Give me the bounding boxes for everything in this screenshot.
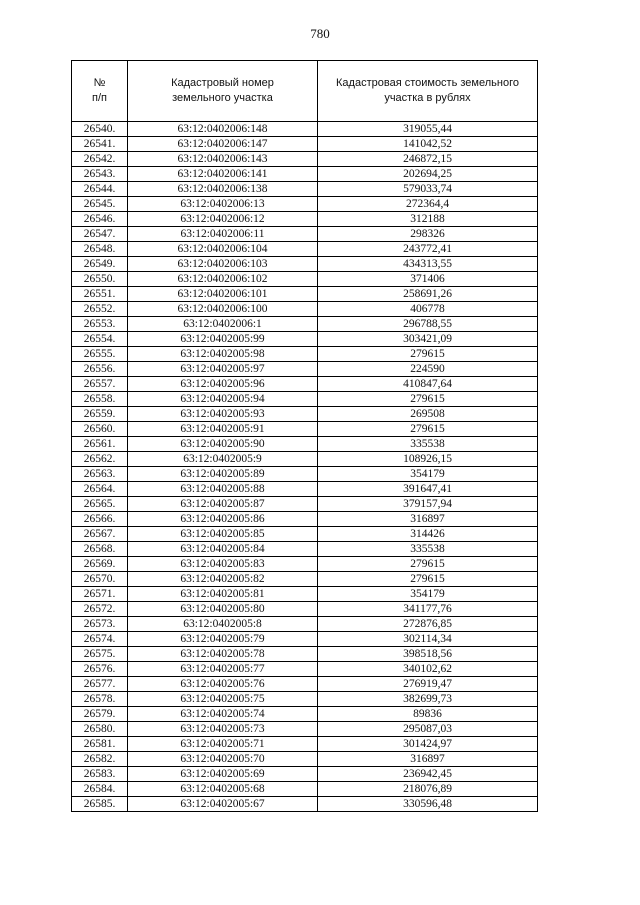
row-number-cell: 26578. [72,692,128,707]
row-number-cell: 26545. [72,197,128,212]
row-number-cell: 26576. [72,662,128,677]
cadastral-number-cell: 63:12:0402006:104 [128,242,318,257]
cadastral-value-cell: 319055,44 [318,122,538,137]
cadastral-value-cell: 202694,25 [318,167,538,182]
cadastral-number-cell: 63:12:0402005:81 [128,587,318,602]
table-row [72,662,538,677]
cadastral-value-cell: 302114,34 [318,632,538,647]
cadastral-value-cell: 406778 [318,302,538,317]
cadastral-number-cell: 63:12:0402005:78 [128,647,318,662]
column-header-row-number: № п/п [72,61,128,122]
row-number-cell: 26581. [72,737,128,752]
cadastral-number-cell: 63:12:0402005:89 [128,467,318,482]
row-number-cell: 26554. [72,332,128,347]
cadastral-value-cell: 279615 [318,347,538,362]
cadastral-value-cell: 379157,94 [318,497,538,512]
cadastral-number-cell: 63:12:0402005:93 [128,407,318,422]
cadastral-number-cell: 63:12:0402006:147 [128,137,318,152]
row-number-cell: 26585. [72,797,128,812]
table-row [72,362,538,377]
row-number-cell: 26555. [72,347,128,362]
cadastral-number-cell: 63:12:0402006:102 [128,272,318,287]
table-row [72,182,538,197]
cadastral-value-cell: 243772,41 [318,242,538,257]
cadastral-number-cell: 63:12:0402005:80 [128,602,318,617]
cadastral-value-cell: 272364,4 [318,197,538,212]
cadastral-value-cell: 314426 [318,527,538,542]
table-row [72,737,538,752]
row-number-cell: 26562. [72,452,128,467]
cadastral-number-cell: 63:12:0402005:85 [128,527,318,542]
table-row [72,692,538,707]
row-number-cell: 26568. [72,542,128,557]
table-row [72,527,538,542]
table-row [72,377,538,392]
row-number-cell: 26547. [72,227,128,242]
row-number-cell: 26548. [72,242,128,257]
cadastral-number-cell: 63:12:0402005:77 [128,662,318,677]
table-row [72,422,538,437]
cadastral-value-cell: 335538 [318,437,538,452]
table-row [72,707,538,722]
table-row [72,197,538,212]
table-row [72,317,538,332]
table-row [72,467,538,482]
row-number-cell: 26556. [72,362,128,377]
table-row [72,767,538,782]
cadastral-number-cell: 63:12:0402005:74 [128,707,318,722]
cadastral-number-cell: 63:12:0402005:70 [128,752,318,767]
cadastral-number-cell: 63:12:0402005:84 [128,542,318,557]
row-number-cell: 26574. [72,632,128,647]
table-row [72,227,538,242]
cadastral-number-cell: 63:12:0402005:98 [128,347,318,362]
table-row [72,572,538,587]
cadastral-number-cell: 63:12:0402006:138 [128,182,318,197]
table-row [72,512,538,527]
table-row [72,647,538,662]
row-number-cell: 26559. [72,407,128,422]
cadastral-number-cell: 63:12:0402005:91 [128,422,318,437]
cadastral-number-cell: 63:12:0402005:71 [128,737,318,752]
cadastral-number-cell: 63:12:0402006:100 [128,302,318,317]
cadastral-value-cell: 279615 [318,392,538,407]
cadastral-value-cell: 295087,03 [318,722,538,737]
row-number-cell: 26563. [72,467,128,482]
cadastral-number-cell: 63:12:0402005:87 [128,497,318,512]
cadastral-value-cell: 341177,76 [318,602,538,617]
cadastral-value-cell: 108926,15 [318,452,538,467]
cadastral-value-cell: 301424,97 [318,737,538,752]
table-row [72,437,538,452]
row-number-cell: 26543. [72,167,128,182]
table-row [72,212,538,227]
cadastral-number-cell: 63:12:0402005:67 [128,797,318,812]
table-row [72,617,538,632]
cadastral-value-cell: 224590 [318,362,538,377]
table-row [72,167,538,182]
cadastral-value-cell: 236942,45 [318,767,538,782]
table-row [72,287,538,302]
table-row [72,602,538,617]
cadastral-value-cell: 371406 [318,272,538,287]
table-row [72,392,538,407]
cadastral-value-cell: 354179 [318,587,538,602]
table-row [72,797,538,812]
row-number-cell: 26577. [72,677,128,692]
table-row [72,542,538,557]
cadastral-number-cell: 63:12:0402005:76 [128,677,318,692]
row-number-cell: 26565. [72,497,128,512]
row-number-cell: 26541. [72,137,128,152]
cadastral-number-cell: 63:12:0402005:94 [128,392,318,407]
cadastral-value-cell: 382699,73 [318,692,538,707]
cadastral-number-cell: 63:12:0402006:12 [128,212,318,227]
table-row [72,152,538,167]
cadastral-value-cell: 579033,74 [318,182,538,197]
row-number-cell: 26584. [72,782,128,797]
cadastral-value-cell: 316897 [318,752,538,767]
cadastral-number-cell: 63:12:0402005:69 [128,767,318,782]
cadastral-value-cell: 296788,55 [318,317,538,332]
cadastral-number-cell: 63:12:0402005:96 [128,377,318,392]
cadastral-value-table [71,60,538,812]
row-number-cell: 26553. [72,317,128,332]
row-number-cell: 26569. [72,557,128,572]
table-row [72,122,538,137]
table-row [72,272,538,287]
table-row [72,332,538,347]
table-row [72,242,538,257]
row-number-cell: 26566. [72,512,128,527]
row-number-cell: 26551. [72,287,128,302]
row-number-cell: 26557. [72,377,128,392]
cadastral-value-cell: 298326 [318,227,538,242]
row-number-cell: 26571. [72,587,128,602]
table-row [72,452,538,467]
cadastral-number-cell: 63:12:0402005:83 [128,557,318,572]
cadastral-number-cell: 63:12:0402006:103 [128,257,318,272]
row-number-cell: 26546. [72,212,128,227]
cadastral-number-cell: 63:12:0402005:68 [128,782,318,797]
cadastral-number-cell: 63:12:0402005:97 [128,362,318,377]
table-row [72,677,538,692]
cadastral-number-cell: 63:12:0402005:88 [128,482,318,497]
table-row [72,752,538,767]
row-number-cell: 26552. [72,302,128,317]
table-row [72,137,538,152]
cadastral-number-cell: 63:12:0402006:143 [128,152,318,167]
cadastral-number-cell: 63:12:0402005:79 [128,632,318,647]
cadastral-value-cell: 272876,85 [318,617,538,632]
row-number-cell: 26564. [72,482,128,497]
table-row [72,482,538,497]
cadastral-number-cell: 63:12:0402005:82 [128,572,318,587]
table-header-row [72,61,538,122]
cadastral-number-cell: 63:12:0402005:73 [128,722,318,737]
cadastral-value-cell: 218076,89 [318,782,538,797]
cadastral-value-cell: 354179 [318,467,538,482]
cadastral-number-cell: 63:12:0402005:86 [128,512,318,527]
row-number-cell: 26582. [72,752,128,767]
row-number-cell: 26544. [72,182,128,197]
cadastral-value-cell: 276919,47 [318,677,538,692]
table-row [72,257,538,272]
table-row [72,557,538,572]
cadastral-value-cell: 434313,55 [318,257,538,272]
cadastral-number-cell: 63:12:0402005:75 [128,692,318,707]
row-number-cell: 26567. [72,527,128,542]
row-number-cell: 26542. [72,152,128,167]
table-row [72,587,538,602]
row-number-cell: 26573. [72,617,128,632]
cadastral-value-cell: 141042,52 [318,137,538,152]
table-row [72,407,538,422]
cadastral-value-cell: 279615 [318,422,538,437]
cadastral-value-cell: 316897 [318,512,538,527]
cadastral-value-cell: 279615 [318,572,538,587]
cadastral-value-cell: 398518,56 [318,647,538,662]
row-number-cell: 26580. [72,722,128,737]
row-number-cell: 26540. [72,122,128,137]
cadastral-value-cell: 335538 [318,542,538,557]
table-row [72,782,538,797]
cadastral-value-cell: 279615 [318,557,538,572]
cadastral-number-cell: 63:12:0402006:148 [128,122,318,137]
cadastral-value-cell: 258691,26 [318,287,538,302]
cadastral-value-cell: 330596,48 [318,797,538,812]
cadastral-number-cell: 63:12:0402005:9 [128,452,318,467]
table-row [72,302,538,317]
cadastral-number-cell: 63:12:0402005:99 [128,332,318,347]
cadastral-value-cell: 269508 [318,407,538,422]
cadastral-number-cell: 63:12:0402006:1 [128,317,318,332]
cadastral-number-cell: 63:12:0402005:90 [128,437,318,452]
cadastral-value-cell: 312188 [318,212,538,227]
row-number-cell: 26570. [72,572,128,587]
column-header-cadastral-value: Кадастровая стоимость земельного участка в рублях [318,61,538,122]
cadastral-number-cell: 63:12:0402006:11 [128,227,318,242]
cadastral-number-cell: 63:12:0402006:13 [128,197,318,212]
cadastral-value-cell: 89836 [318,707,538,722]
row-number-cell: 26572. [72,602,128,617]
row-number-cell: 26558. [72,392,128,407]
cadastral-number-cell: 63:12:0402006:141 [128,167,318,182]
table-row [72,497,538,512]
page-number: 780 [310,26,330,41]
cadastral-value-cell: 340102,62 [318,662,538,677]
cadastral-number-cell: 63:12:0402005:8 [128,617,318,632]
row-number-cell: 26583. [72,767,128,782]
cadastral-value-cell: 303421,09 [318,332,538,347]
row-number-cell: 26561. [72,437,128,452]
table-row [72,632,538,647]
table-row [72,347,538,362]
column-header-cadastral-number: Кадастровый номер земельного участка [128,61,318,122]
cadastral-value-cell: 410847,64 [318,377,538,392]
cadastral-value-cell: 391647,41 [318,482,538,497]
row-number-cell: 26560. [72,422,128,437]
table-body [72,122,538,812]
row-number-cell: 26550. [72,272,128,287]
cadastral-number-cell: 63:12:0402006:101 [128,287,318,302]
row-number-cell: 26579. [72,707,128,722]
table-row [72,722,538,737]
cadastral-value-cell: 246872,15 [318,152,538,167]
row-number-cell: 26575. [72,647,128,662]
row-number-cell: 26549. [72,257,128,272]
